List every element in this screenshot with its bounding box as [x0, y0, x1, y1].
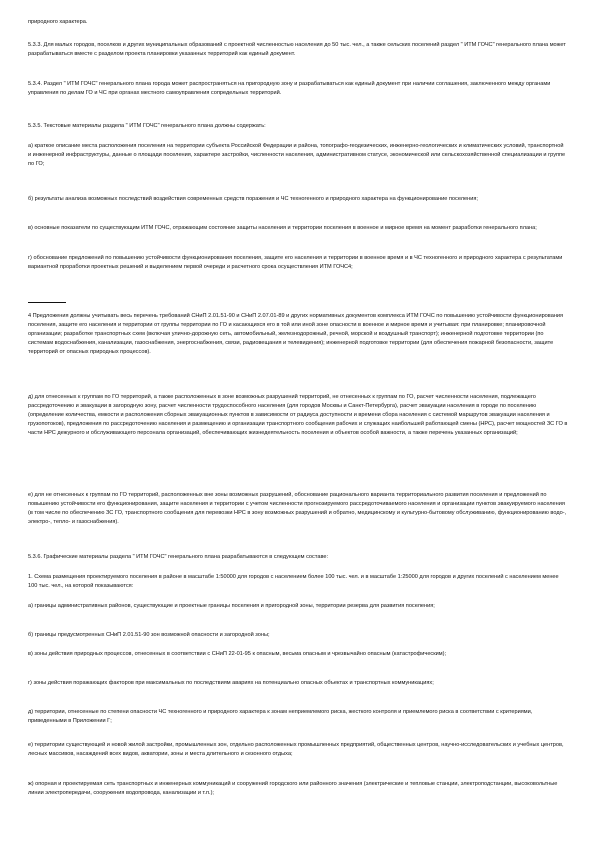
item-e-territories: е) для не отнесенных к группам по ГО территорий, расположенных вне зоны возможных разрушений, обоснование рационального варианта территориального развития поселения и предложений по повышению устойчивости его функционирования, защите населения и территории с учетом численности прогнозируемого рассредоточиваемого населения и организации пунктов эвакуируемого населения (в том числе по обеспечению ЗС ГО, транспортного сообщения для перевозки НРС в зону возможных разрушений и обратно, медицинскому и культурно-бытовому обслуживанию, функционированию водо-, электро-, тепло- и газоснабжения). [28, 492, 567, 525]
item-v-indicators: в) основные показатели по существующим ИТМ ГОЧС, отражающим состояние защиты населения и территории поселения в военное и мирное время на момент разработки генерального плана; [28, 225, 537, 231]
scheme-item-a: а) границы административных районов, существующие и проектные границы поселения и пригородной зоны, территории резерва для развития поселения; [28, 603, 435, 609]
scheme-item-g: г) зоны действия поражающих факторов при максимальных по последствиям авариях на потенциально опасных объектах и транспортных коммуникациях; [28, 680, 434, 686]
clause-5-3-5: 5.3.5. Текстовые материалы раздела " ИТМ ГОЧС" генерального плана должны содержать: [28, 123, 266, 129]
scheme-item-b: б) границы предусмотренных СНиП 2.01.51-90 зон возможной опасности и загородной зоны; [28, 632, 270, 638]
item-a-description: а) краткое описание места расположения поселения на территории субъекта Российской Федерации и района, топографо-геодезических, инженерно-геологических и климатических условий, транспортной и инженерной инфраструктуры, данные о площади поселения, характере застройки, численности населения, административном статусе, экономической или сельскохозяйственной специализации и группе по ГО; [28, 143, 566, 167]
scheme-item-d: д) территории, отнесенные по степени опасности ЧС техногенного и природного характера к зонам неприемлемого риска, жесткого контроля и приемлемого риска в соответствии с критериями, приведенными в Приложении Г; [28, 709, 533, 724]
paragraph-continuation: природного характера. [28, 19, 88, 25]
footnote-4: 4 Предложения должны учитывать весь перечень требований СНиП 2.01.51-90 и СНиП 2.07.01-89 и других нормативных документов комплекса ИТМ ГОЧС по повышению устойчивости функционирования поселения, защите его населения и территории от группы территории по ГО и касающихся его в той или иной зоне опасности в военное и мирное время и учитывая: при планировке; планировочной организации; разработке транспортных схем (включая улично-дорожную сеть, автомобильный, железнодорожный, речной, морской и воздушный транспорт); инженерной подготовке территории (по системам водоснабжения, канализации, газоснабжения, энергоснабжения, связи, радиовещания и телевидения); инженерной подготовке территории (для обеспечения пожарной безопасности, защите территорий от опасных природных процессов). [28, 313, 564, 355]
scheme-item-zh: ж) опорная и проектируемая сеть транспортных и инженерных коммуникаций и сооружений городского или районного значения (электрические и тепловые станции, электроподстанции, высоковольтные линии электропередачи, сооружения водопровода, канализации и т.п.); [28, 781, 558, 796]
footnote-separator [28, 302, 66, 303]
item-g-proposals: г) обоснование предложений по повышению устойчивости функционирования поселения, защите его населения и территории в военное время и в ЧС техногенного и природного характера с результатами вариантной проработки проектных решений и выделением первой очереди и расчетного срока осуществления ИТМ ГОЧС4; [28, 255, 563, 270]
item-b-analysis: б) результаты анализа возможных последствий воздействия современных средств поражения и ЧС техногенного и природного характера на функционирование поселения; [28, 196, 478, 202]
clause-5-3-4: 5.3.4. Раздел " ИТМ ГОЧС" генерального плана города может распространяться на пригородную зону и разрабатываться как единый документ при наличии соглашения, заключенного между органами управления по делам ГО и ЧС при органах местного самоуправления сопредельных территорий. [28, 81, 551, 96]
graphic-item-1-scheme: 1. Схема размещения проектируемого поселения в районе в масштабе 1:50000 для городов с населением более 100 тыс. чел. и в масштабе 1:25000 для городов и других поселений с населением менее 100 тыс. чел., на которой показываются: [28, 574, 559, 589]
scheme-item-v: в) зоны действия природных процессов, отнесенных в соответствии с СНиП 22-01-95 к опасным, весьма опасным и чрезвычайно опасным (катастрофическим); [28, 651, 447, 657]
clause-5-3-6: 5.3.6. Графические материалы раздела " ИТМ ГОЧС" генерального плана разрабатываются в следующем составе: [28, 554, 329, 560]
scheme-item-e: е) территории существующей и новой жилой застройки, промышленных зон, отдельно расположенных промышленных предприятий, общественных центров, научно-исследовательских и учебных центров, лесных массивов, насаждений всех видов, акватории, зоны и места длительного и сезонного отдыха; [28, 742, 564, 757]
item-d-evacuation: д) для отнесенных к группам по ГО территорий, а также расположенных в зоне возможных разрушений территорий, не отнесенных к группам по ГО, расчет численности населения, подлежащего рассредоточению и эвакуации в загородную зону, расчет численности трудоспособного населения (для городов Москвы и Санкт-Петербурга), расчет эвакуации населения в городе по поселению (определение количества, емкости и расположения сборных эвакуационных пунктов в зависимости от радиуса доступности и времени сбора населения с системой маршрутов эвакуации населения и грузопотоков), предложения по рассредоточению населения и размещению и организации транспортного сообщения рабочих и служащих наибольшей работающей смены (НРС), расчет мощностей ЗС ГО в части НРС дежурного и обслуживающего персонала организаций, обеспечивающих жизнедеятельность поселения и объектов особой важности, а также перечень указанных организаций; [28, 394, 568, 436]
clause-5-3-3: 5.3.3. Для малых городов, поселков и других муниципальных образований с проектной численностью населения до 50 тыс. чел., а также сельских поселений раздел " ИТМ ГОЧС" генерального плана может разрабатываться вместе с разделом проекта планировки указанных территорий как единый документ. [28, 42, 566, 57]
